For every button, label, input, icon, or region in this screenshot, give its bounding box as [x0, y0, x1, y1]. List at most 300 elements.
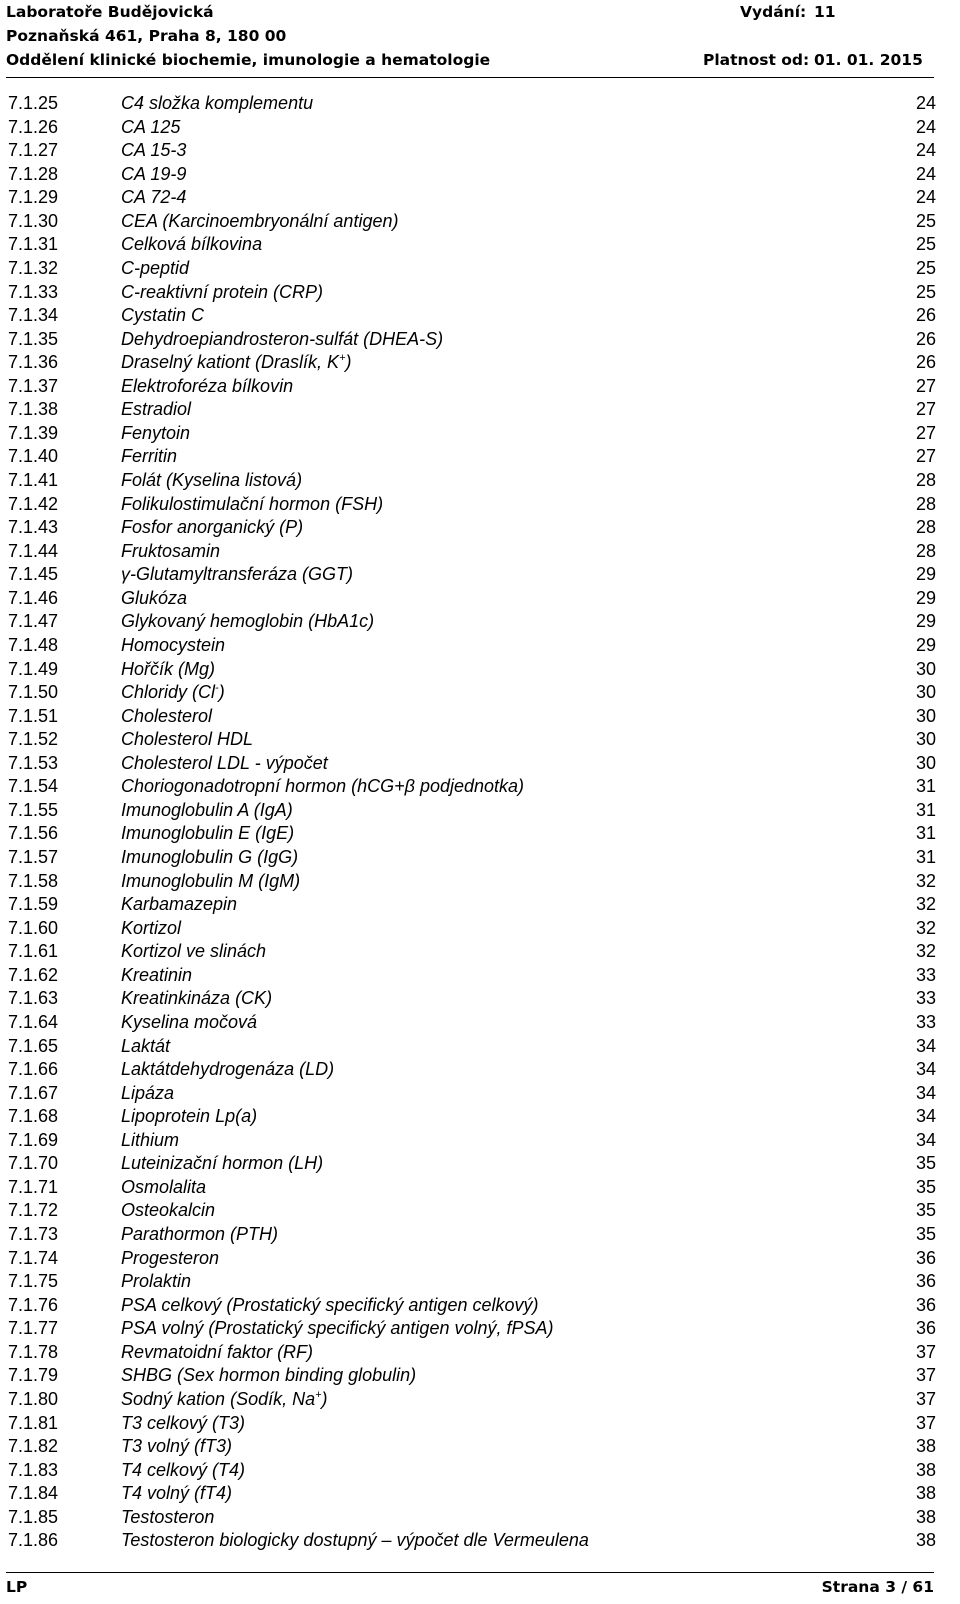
toc-entry-number: 7.1.33 [8, 281, 59, 302]
toc-entry[interactable] [8, 1341, 960, 1365]
toc-entry-page: 26 [915, 328, 936, 349]
toc-entry-number: 7.1.26 [8, 116, 59, 137]
toc-entry-title [121, 1529, 589, 1553]
toc-entry[interactable] [8, 351, 960, 375]
toc-entry-title-text: Cholesterol [121, 705, 213, 726]
toc-entry-page: 26 [915, 352, 936, 373]
toc-entry-title-text: Imunoglobulin A (IgA) [121, 799, 293, 820]
toc-entry-number: 7.1.52 [8, 729, 59, 750]
toc-entry[interactable] [8, 1223, 960, 1247]
toc-entry-title-text: Cholesterol HDL [121, 729, 254, 750]
toc-entry-title [121, 163, 186, 187]
toc-entry-title-text: C-reaktivní protein (CRP) [121, 281, 324, 302]
toc-entry-number: 7.1.73 [8, 1224, 59, 1244]
toc-entry-number: 7.1.53 [8, 752, 59, 773]
toc-entry[interactable] [8, 422, 960, 446]
toc-entry[interactable] [8, 1459, 960, 1483]
toc-entry-number: 7.1.76 [8, 1294, 59, 1315]
toc-entry[interactable] [8, 92, 960, 116]
toc-entry-title-text: Prolaktin [121, 1271, 192, 1292]
toc-entry-number: 7.1.39 [8, 422, 59, 443]
toc-entry-number: 7.1.74 [8, 1247, 59, 1268]
toc-entry-page: 27 [915, 399, 936, 420]
toc-entry-number: 7.1.82 [8, 1436, 59, 1457]
toc-entry-page: 28 [915, 493, 936, 514]
toc-entry-title [121, 658, 215, 682]
toc-entry-title [121, 398, 191, 422]
toc-entry-title-text: CA 125 [121, 116, 181, 137]
toc-entry-title [121, 92, 313, 116]
toc-entry-title [121, 1294, 538, 1318]
toc-entry-number: 7.1.69 [8, 1129, 59, 1150]
toc-entry-page: 26 [915, 305, 936, 326]
toc-entry-page: 36 [915, 1247, 936, 1268]
header-divider [6, 77, 934, 78]
toc-entry-title-text: Fenytoin [121, 422, 191, 443]
toc-entry-number: 7.1.55 [8, 799, 59, 820]
toc-entry-title [121, 610, 374, 634]
toc-entry[interactable] [8, 398, 960, 422]
toc-entry-page: 28 [915, 470, 936, 490]
toc-entry-title-text: Lipoprotein Lp(a) [121, 1106, 258, 1127]
toc-entry[interactable] [8, 516, 960, 540]
toc-entry[interactable] [8, 1176, 960, 1200]
toc-entry-title [121, 1364, 416, 1388]
toc-entry[interactable] [8, 964, 960, 988]
toc-entry-title-text: Chloridy (Cl [121, 682, 216, 703]
toc-entry-title [121, 375, 293, 399]
toc-entry[interactable] [8, 1058, 960, 1082]
toc-entry-page: 37 [915, 1412, 936, 1433]
toc-entry-number: 7.1.44 [8, 540, 59, 561]
toc-entry-page: 32 [915, 870, 936, 891]
toc-entry-page: 25 [915, 257, 936, 278]
toc-entry[interactable] [8, 139, 960, 163]
toc-entry-title-text: C4 složka komplementu [121, 93, 314, 113]
toc-entry-title-text: Laktát [121, 1035, 171, 1056]
toc-entry-title [121, 1058, 334, 1082]
toc-entry-title-text: Kyselina močová [121, 1011, 258, 1032]
toc-entry-title [121, 1412, 245, 1436]
toc-entry-title [121, 116, 180, 140]
toc-entry[interactable] [8, 375, 960, 399]
toc-entry[interactable] [8, 705, 960, 729]
toc-entry-page: 33 [915, 1011, 936, 1032]
toc-entry-title [121, 799, 293, 823]
toc-entry-number: 7.1.43 [8, 517, 59, 538]
toc-entry-title [121, 1129, 179, 1153]
toc-entry[interactable] [8, 328, 960, 352]
toc-entry-number: 7.1.60 [8, 917, 59, 938]
toc-entry-page: 28 [915, 540, 936, 561]
toc-entry[interactable] [8, 987, 960, 1011]
toc-entry-title-text: Luteinizační hormon (LH) [121, 1153, 324, 1174]
toc-entry-title-text: Dehydroepiandrosteron-sulfát (DHEA-S) [121, 328, 444, 349]
toc-entry-number: 7.1.59 [8, 894, 59, 915]
toc-entry-number: 7.1.46 [8, 587, 59, 608]
toc-entry-page: 24 [915, 187, 936, 208]
toc-entry-title [121, 422, 190, 446]
toc-entry-title [121, 587, 187, 611]
toc-entry-page: 31 [915, 799, 936, 820]
toc-entry[interactable] [8, 752, 960, 776]
toc-entry-title [121, 1247, 219, 1271]
toc-entry[interactable] [8, 893, 960, 917]
toc-entry-title-text: C-peptid [121, 257, 190, 278]
toc-entry[interactable] [8, 540, 960, 564]
toc-entry-title [121, 1459, 245, 1483]
toc-entry-title [121, 186, 186, 210]
toc-entry-title-text: Laktátdehydrogenáza (LD) [121, 1059, 335, 1080]
toc-entry-title [121, 846, 298, 870]
toc-entry-number: 7.1.77 [8, 1318, 59, 1339]
validity-label: Platnost od: [703, 51, 810, 69]
toc-entry-title-tail: ) [345, 352, 352, 373]
toc-entry-title [121, 775, 524, 799]
toc-entry-title-text: Imunoglobulin M (IgM) [121, 870, 301, 891]
toc-entry-page: 29 [915, 587, 936, 608]
toc-entry-title [121, 917, 181, 941]
toc-entry-page: 31 [915, 847, 936, 867]
toc-entry-title-text: Choriogonadotropní hormon (hCG+β podjednotka) [121, 776, 525, 797]
toc-entry-title [121, 516, 303, 540]
toc-entry-title [121, 681, 225, 705]
toc-entry-title-text: CA 72-4 [121, 187, 187, 208]
toc-entry[interactable] [8, 493, 960, 517]
toc-entry-title [121, 1082, 174, 1106]
toc-entry[interactable] [8, 846, 960, 870]
toc-entry-title-text: Testosteron biologicky dostupný – výpočet dle Vermeulena [121, 1530, 589, 1551]
toc-entry-number: 7.1.84 [8, 1483, 59, 1504]
toc-entry[interactable] [8, 1035, 960, 1059]
toc-entry[interactable] [8, 1482, 960, 1506]
toc-entry-page: 24 [915, 116, 936, 137]
toc-entry-title-text: Fosfor anorganický (P) [121, 517, 304, 538]
toc-entry-number: 7.1.72 [8, 1200, 59, 1221]
toc-entry[interactable] [8, 870, 960, 894]
toc-entry-title [121, 1152, 323, 1176]
toc-entry-number: 7.1.86 [8, 1530, 59, 1551]
toc-entry-title [121, 233, 262, 257]
toc-entry[interactable] [8, 1364, 960, 1388]
toc-entry-title-text: Celková bílkovina [121, 234, 263, 255]
toc-entry-title [121, 304, 204, 328]
toc-entry-title [121, 752, 328, 776]
toc-entry-page: 25 [915, 281, 936, 302]
toc-entry-number: 7.1.71 [8, 1176, 59, 1197]
toc-entry-number: 7.1.34 [8, 305, 59, 326]
toc-entry-title-text: Parathormon (PTH) [121, 1224, 279, 1244]
department-name: Oddělení klinické biochemie, imunologie a hematologie [6, 51, 491, 69]
toc-entry-title [121, 1011, 257, 1035]
toc-entry-title-text: Cystatin C [121, 305, 205, 326]
toc-entry-title-text: Kortizol [121, 917, 182, 938]
toc-entry[interactable] [8, 116, 960, 140]
toc-entry-page: 35 [915, 1153, 936, 1174]
toc-entry[interactable] [8, 610, 960, 634]
toc-entry[interactable] [8, 304, 960, 328]
toc-entry-page: 25 [915, 210, 936, 231]
toc-entry[interactable] [8, 563, 960, 587]
toc-entry-number: 7.1.35 [8, 328, 59, 349]
toc-entry-number: 7.1.28 [8, 163, 59, 184]
toc-entry[interactable] [8, 1082, 960, 1106]
toc-entry-page: 29 [915, 564, 936, 585]
toc-entry-title-text: Kortizol ve slinách [121, 941, 267, 962]
toc-entry[interactable] [8, 728, 960, 752]
toc-entry-title [121, 1176, 206, 1200]
toc-entry-number: 7.1.42 [8, 493, 59, 514]
toc-entry[interactable] [8, 1105, 960, 1129]
toc-entry[interactable] [8, 469, 960, 493]
toc-entry-title-text: Sodný kation (Sodík, Na [121, 1388, 316, 1409]
toc-entry[interactable] [8, 681, 960, 705]
toc-entry-page: 30 [915, 658, 936, 679]
toc-entry[interactable] [8, 799, 960, 823]
toc-entry-title-text: Folát (Kyselina listová) [121, 470, 303, 490]
toc-entry-title [121, 281, 323, 305]
toc-entry-page: 31 [915, 776, 936, 797]
toc-entry-title-text: Osteokalcin [121, 1200, 216, 1221]
toc-entry-title-text: T3 celkový (T3) [121, 1412, 246, 1433]
toc-entry-page: 27 [915, 422, 936, 443]
toc-entry-title-text: PSA volný (Prostatický specifický antigen volný, fPSA) [121, 1318, 554, 1339]
toc-entry-page: 37 [915, 1388, 936, 1409]
toc-entry-title-text: Homocystein [121, 634, 226, 655]
toc-entry-page: 37 [915, 1341, 936, 1362]
toc-entry[interactable] [8, 233, 960, 257]
toc-entry-page: 38 [915, 1459, 936, 1480]
toc-entry[interactable] [8, 1294, 960, 1318]
toc-entry-title [121, 1223, 278, 1247]
toc-entry-page: 24 [915, 163, 936, 184]
toc-entry-title [121, 328, 443, 352]
toc-entry[interactable] [8, 1435, 960, 1459]
toc-entry-title-text: CA 15-3 [121, 140, 187, 161]
toc-entry-title-text: Karbamazepin [121, 894, 238, 915]
toc-entry[interactable] [8, 1506, 960, 1530]
toc-entry-page: 35 [915, 1176, 936, 1197]
toc-entry-superscript: + [339, 352, 346, 365]
toc-entry-title-text: Imunoglobulin E (IgE) [121, 823, 295, 844]
toc-entry-title-text: Cholesterol LDL - výpočet [121, 752, 328, 773]
toc-entry-page: 32 [915, 917, 936, 938]
lab-name: Laboratoře Budějovická [6, 3, 214, 21]
toc-entry[interactable] [8, 775, 960, 799]
toc-entry-title [121, 634, 225, 658]
toc-entry[interactable] [8, 822, 960, 846]
toc-entry-number: 7.1.65 [8, 1035, 59, 1056]
toc-entry-title [121, 870, 300, 894]
toc-entry-number: 7.1.48 [8, 634, 59, 655]
toc-entry-superscript: + [315, 1388, 322, 1401]
toc-entry-number: 7.1.30 [8, 210, 59, 231]
toc-entry[interactable] [8, 634, 960, 658]
toc-entry-title-tail: ) [218, 682, 225, 703]
toc-entry-title [121, 469, 302, 493]
toc-entry[interactable] [8, 1317, 960, 1341]
footer-left-label: LP [6, 1578, 28, 1596]
toc-entry[interactable] [8, 1199, 960, 1223]
toc-entry-number: 7.1.40 [8, 446, 59, 467]
toc-entry-number: 7.1.56 [8, 823, 59, 844]
edition-label: Vydání: [740, 3, 807, 21]
toc-entry[interactable] [8, 257, 960, 281]
toc-entry-title-text: Kreatinkináza (CK) [121, 988, 273, 1009]
toc-entry-title-text: Lipáza [121, 1082, 175, 1103]
toc-entry-page: 38 [915, 1483, 936, 1504]
toc-entry-title-text: Imunoglobulin G (IgG) [121, 847, 299, 867]
toc-entry[interactable] [8, 163, 960, 187]
toc-entry-number: 7.1.62 [8, 964, 59, 985]
toc-entry-title-text: CA 19-9 [121, 163, 187, 184]
toc-entry-page: 36 [915, 1294, 936, 1315]
toc-entry[interactable] [8, 658, 960, 682]
toc-entry-number: 7.1.83 [8, 1459, 59, 1480]
toc-entry[interactable] [8, 1247, 960, 1271]
toc-entry-title [121, 940, 266, 964]
validity-value: 01. 01. 2015 [814, 51, 923, 69]
toc-entry-number: 7.1.38 [8, 399, 59, 420]
toc-entry-title-text: Hořčík (Mg) [121, 658, 215, 679]
toc-entry-title-text: Osmolalita [121, 1176, 207, 1197]
toc-entry-page: 34 [915, 1082, 936, 1103]
toc-entry-number: 7.1.81 [8, 1412, 59, 1433]
toc-entry-title-text: Ferritin [121, 446, 178, 467]
toc-entry-number: 7.1.63 [8, 988, 59, 1009]
toc-entry-title-text: CEA (Karcinoembryonální antigen) [121, 210, 399, 231]
toc-entry-number: 7.1.31 [8, 234, 59, 255]
toc-entry-page: 28 [915, 517, 936, 538]
toc-entry-title [121, 1482, 232, 1506]
toc-entry[interactable] [8, 1129, 960, 1153]
toc-entry-title [121, 964, 192, 988]
toc-entry-number: 7.1.67 [8, 1082, 59, 1103]
toc-entry-number: 7.1.29 [8, 187, 59, 208]
toc-entry[interactable] [8, 445, 960, 469]
toc-entry-title [121, 563, 353, 587]
toc-entry-number: 7.1.32 [8, 257, 59, 278]
toc-entry-title-text: Kreatinin [121, 964, 193, 985]
toc-entry-number: 7.1.36 [8, 352, 59, 373]
toc-entry-title-text: Estradiol [121, 399, 192, 420]
edition-value: 11 [814, 3, 836, 21]
toc-entry[interactable] [8, 1412, 960, 1436]
toc-entry[interactable] [8, 186, 960, 210]
toc-entry-title-text: Progesteron [121, 1247, 220, 1268]
page-footer [6, 1578, 934, 1600]
toc-entry[interactable] [8, 1529, 960, 1553]
table-of-contents [8, 92, 960, 1553]
page-header [6, 0, 934, 72]
toc-entry-number: 7.1.49 [8, 658, 59, 679]
toc-entry-number: 7.1.27 [8, 140, 59, 161]
toc-entry-page: 30 [915, 682, 936, 703]
toc-entry-number: 7.1.61 [8, 941, 59, 962]
toc-entry-title [121, 1341, 313, 1365]
toc-entry-number: 7.1.54 [8, 776, 59, 797]
toc-entry-title-text: T3 volný (fT3) [121, 1436, 233, 1457]
toc-entry-number: 7.1.75 [8, 1271, 59, 1292]
toc-entry-number: 7.1.25 [8, 93, 59, 113]
toc-entry-page: 24 [915, 93, 936, 113]
toc-entry-title-text: Draselný kationt (Draslík, K [121, 352, 340, 373]
toc-entry-number: 7.1.58 [8, 870, 59, 891]
toc-entry-number: 7.1.50 [8, 682, 59, 703]
toc-entry-page: 34 [915, 1129, 936, 1150]
toc-entry-title-text: Testosteron [121, 1506, 215, 1527]
toc-entry-title [121, 1035, 170, 1059]
toc-entry-number: 7.1.47 [8, 611, 59, 632]
toc-entry[interactable] [8, 210, 960, 234]
toc-entry[interactable] [8, 281, 960, 305]
toc-entry-title-text: T4 volný (fT4) [121, 1483, 233, 1504]
toc-entry-title-text: SHBG (Sex hormon binding globulin) [121, 1365, 417, 1386]
toc-entry-page: 35 [915, 1224, 936, 1244]
lab-address: Poznaňská 461, Praha 8, 180 00 [6, 27, 287, 45]
toc-entry-page: 29 [915, 634, 936, 655]
toc-entry[interactable] [8, 587, 960, 611]
toc-entry[interactable] [8, 1270, 960, 1294]
toc-entry-page: 30 [915, 729, 936, 750]
toc-entry-title [121, 728, 253, 752]
toc-entry-number: 7.1.64 [8, 1011, 59, 1032]
toc-entry-title [121, 1506, 214, 1530]
toc-entry-title-text: Fruktosamin [121, 540, 221, 561]
toc-entry-superscript: - [215, 682, 219, 695]
toc-entry-title [121, 1435, 232, 1459]
toc-entry-page: 34 [915, 1106, 936, 1127]
toc-entry-page: 30 [915, 705, 936, 726]
toc-entry-title [121, 893, 237, 917]
toc-entry-page: 25 [915, 234, 936, 255]
toc-entry-page: 38 [915, 1436, 936, 1457]
toc-entry-title [121, 351, 352, 375]
toc-entry-number: 7.1.85 [8, 1506, 59, 1527]
toc-entry-number: 7.1.78 [8, 1341, 59, 1362]
toc-entry-page: 24 [915, 140, 936, 161]
toc-entry-title [121, 1199, 215, 1223]
toc-entry-title-text: Glukóza [121, 587, 188, 608]
footer-divider [6, 1572, 934, 1573]
toc-entry-title [121, 1388, 328, 1412]
toc-entry-title-text: PSA celkový (Prostatický specifický antigen celkový) [121, 1294, 539, 1315]
toc-entry-title-text: T4 celkový (T4) [121, 1459, 246, 1480]
toc-entry[interactable] [8, 1011, 960, 1035]
toc-entry-title-text: Glykovaný hemoglobin (HbA1c) [121, 611, 375, 632]
toc-entry[interactable] [8, 917, 960, 941]
toc-entry-title [121, 987, 272, 1011]
toc-entry-title [121, 705, 212, 729]
toc-entry-title-tail: ) [321, 1388, 328, 1409]
toc-entry-number: 7.1.41 [8, 470, 59, 490]
toc-entry-title [121, 1317, 554, 1341]
toc-entry-page: 27 [915, 446, 936, 467]
toc-entry-title [121, 1270, 191, 1294]
toc-entry-page: 29 [915, 611, 936, 632]
toc-entry[interactable] [8, 1388, 960, 1412]
toc-entry-title [121, 445, 177, 469]
toc-entry-number: 7.1.70 [8, 1153, 59, 1174]
toc-entry-title [121, 1105, 257, 1129]
toc-entry[interactable] [8, 940, 960, 964]
toc-entry-page: 32 [915, 894, 936, 915]
toc-entry-page: 34 [915, 1059, 936, 1080]
page-number: Strana 3 / 61 [821, 1578, 934, 1596]
toc-entry-page: 33 [915, 964, 936, 985]
toc-entry[interactable] [8, 1152, 960, 1176]
toc-entry-page: 33 [915, 988, 936, 1009]
